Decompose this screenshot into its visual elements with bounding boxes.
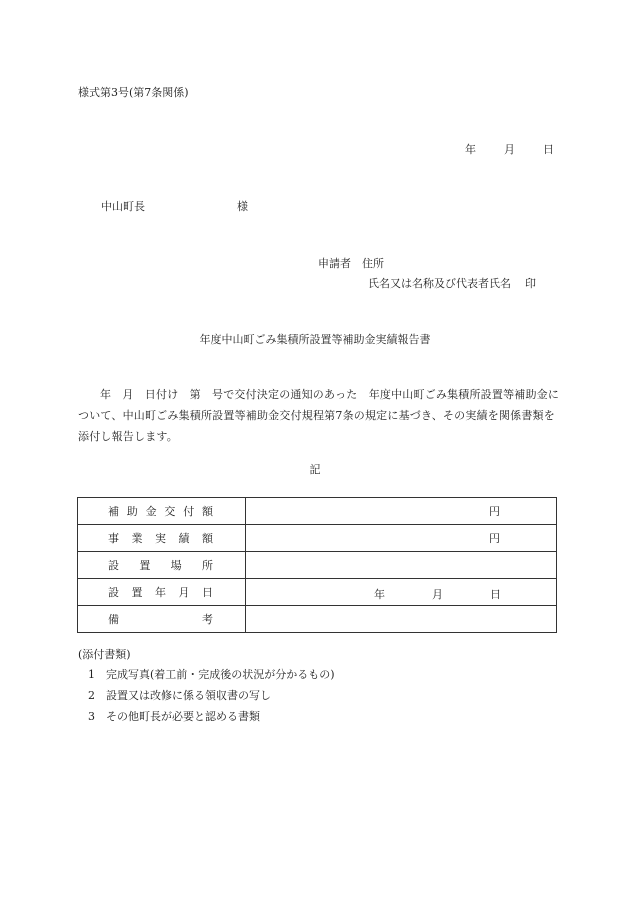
date-month: 月 [504, 143, 515, 156]
row-label [78, 498, 246, 525]
attachment-number: 1 [88, 668, 95, 681]
row-label-char: 額 [202, 532, 213, 545]
attachment-item [88, 706, 335, 727]
seal-mark: 印 [525, 277, 536, 290]
row-label-char: 備 [108, 613, 119, 626]
body-paragraph: 年 月 日付け 第 号で交付決定の通知のあった 年度中山町ごみ集積所設置等補助金について、中山町ごみ集積所設置等補助金交付規程第7条の規定に基づき、その実績を関係書類を添付し報告します。 [78, 388, 560, 443]
attachment-number: 2 [88, 689, 95, 702]
row-label [78, 525, 246, 552]
row-label-char: 交 [164, 505, 176, 518]
attachments-list [88, 664, 335, 727]
row-label-char: 業 [131, 532, 143, 545]
row-date-month: 月 [432, 588, 443, 601]
attachment-item [88, 685, 335, 706]
row-label-char: 事 [108, 532, 119, 545]
attachments-heading: (添付書類) [78, 648, 131, 661]
applicant-name-line [368, 275, 536, 291]
attachment-number: 3 [88, 710, 95, 723]
row-value[interactable] [246, 579, 557, 606]
form-number: 様式第3号(第7条関係) [78, 86, 189, 99]
addressee-name: 中山町長 [101, 200, 145, 213]
row-label-char: 設 [108, 586, 119, 599]
row-label-char: 実 [155, 532, 166, 545]
report-table [77, 497, 557, 633]
row-label-char: 績 [178, 532, 190, 545]
row-label-char: 置 [131, 586, 143, 599]
row-label-char: 置 [139, 559, 151, 572]
table-row [78, 552, 557, 579]
row-label-char: 月 [178, 586, 190, 599]
table-row [78, 525, 557, 552]
row-value[interactable]: 円 [246, 498, 557, 525]
row-label-char: 考 [202, 613, 213, 626]
row-label-char: 助 [126, 505, 138, 518]
date-year: 年 [465, 143, 476, 156]
row-value[interactable] [246, 552, 557, 579]
row-label [78, 579, 246, 606]
row-label-char: 付 [183, 505, 195, 518]
row-label-char: 所 [201, 559, 213, 572]
date-line [465, 141, 554, 157]
attachment-text: 完成写真(着工前・完成後の状況が分かるもの) [106, 668, 335, 681]
attachment-text: 設置又は改修に係る領収書の写し [106, 689, 271, 702]
applicant-address-label: 申請者 住所 [318, 257, 384, 270]
row-label-char: 年 [155, 586, 166, 599]
date-day: 日 [543, 143, 554, 156]
row-label-char: 補 [108, 505, 119, 518]
table-row [78, 579, 557, 606]
addressee [101, 198, 248, 214]
row-label-char: 場 [170, 559, 182, 572]
document-title: 年度中山町ごみ集積所設置等補助金実績報告書 [199, 333, 431, 346]
row-label [78, 606, 246, 633]
row-label-char: 金 [145, 505, 157, 518]
table-row [78, 606, 557, 633]
ki-heading: 記 [309, 463, 321, 476]
row-value[interactable] [246, 606, 557, 633]
attachment-item [88, 664, 335, 685]
row-value[interactable]: 円 [246, 525, 557, 552]
row-date-day: 日 [490, 588, 501, 601]
applicant-name-label: 氏名又は名称及び代表者氏名 [368, 277, 511, 290]
row-label-char: 日 [202, 586, 213, 599]
row-label-char: 設 [108, 559, 119, 572]
addressee-honorific: 様 [237, 200, 248, 213]
row-label [78, 552, 246, 579]
row-label-char: 額 [201, 505, 213, 518]
row-date-year: 年 [374, 588, 385, 601]
attachment-text: その他町長が必要と認める書類 [106, 710, 260, 723]
table-row [78, 498, 557, 525]
